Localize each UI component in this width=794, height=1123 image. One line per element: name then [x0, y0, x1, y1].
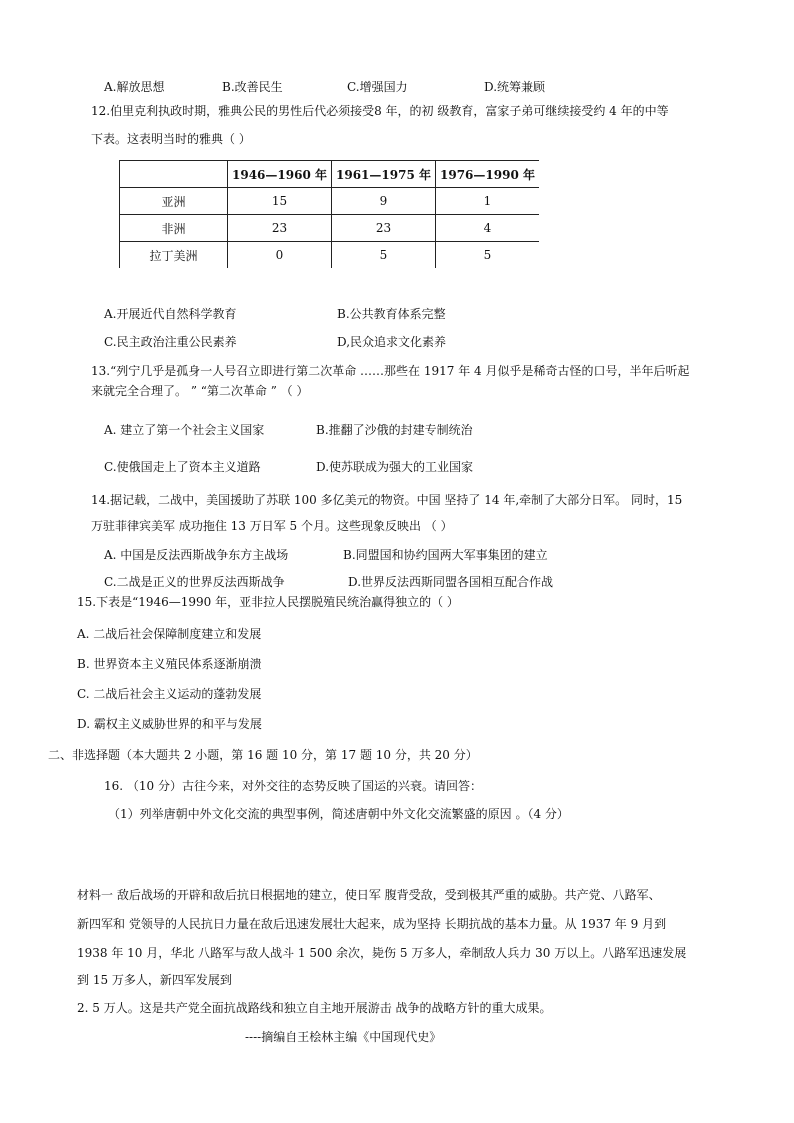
q14-stem-line1: 14.据记载，二战中，美国援助了苏联 100 多亿美元的物资。中国 坚持了 14 年,牵制了大部分日军。 同时，15: [91, 493, 683, 507]
q14-option-d: D.世界反法西斯同盟各国相互配合作战: [348, 575, 554, 589]
q11-option-b: B.改善民生: [222, 80, 283, 94]
q13-option-a: A. 建立了第一个社会主义国家: [104, 423, 265, 437]
material-line: 到 15 万多人，新四军发展到: [77, 973, 232, 987]
q12-option-a: A.开展近代自然科学教育: [104, 307, 237, 321]
q15-option-b: B. 世界资本主义殖民体系逐渐崩溃: [77, 657, 262, 671]
table-header-cell: 1976—1990 年: [436, 161, 540, 188]
q16-subquestion-1: （1）列举唐朝中外文化交流的典型事例，简述唐朝中外文化交流繁盛的原因 。（4 分）: [108, 807, 569, 821]
table-row: [120, 188, 540, 215]
table-cell: 4: [436, 215, 540, 242]
table-header-cell: 1946—1960 年: [228, 161, 332, 188]
q14-stem-line2: 万驻菲律宾美军 成功拖住 13 万日军 5 个月。这些现象反映出 （ ）: [91, 519, 453, 533]
q15-option-a: A. 二战后社会保障制度建立和发展: [77, 627, 262, 641]
table-row: [120, 215, 540, 242]
table-cell: 0: [228, 242, 332, 269]
q12-option-c: C.民主政治注重公民素养: [104, 335, 237, 349]
table-cell: 23: [228, 215, 332, 242]
independence-table: [119, 160, 539, 268]
q13-option-c: C.使俄国走上了资本主义道路: [104, 460, 261, 474]
q12-option-d: D,民众追求文化素养: [337, 335, 447, 349]
q15-option-c: C. 二战后社会主义运动的蓬勃发展: [77, 687, 262, 701]
table-cell: 1: [436, 188, 540, 215]
q11-option-a: A.解放思想: [104, 80, 165, 94]
table-cell: 拉丁美洲: [120, 242, 228, 269]
table-cell: 亚洲: [120, 188, 228, 215]
section-heading: 二、非选择题（本大题共 2 小题，第 16 题 10 分，第 17 题 10 分，共 20 分）: [48, 748, 478, 762]
material-line: 新四军和 党领导的人民抗日力量在敌后迅速发展壮大起来，成为坚持 长期抗战的基本力量。从 1937 年 9 月到: [77, 917, 667, 931]
table-cell: 非洲: [120, 215, 228, 242]
q11-option-d: D.统筹兼顾: [484, 80, 546, 94]
table-header-row: [120, 161, 540, 188]
q13-stem-line2: 来就完全合理了。 ” “第二次革命 ” （ ）: [91, 384, 309, 398]
material-line: 1938 年 10 月，华北 八路军与敌人战斗 1 500 余次，毙伤 5 万多人，牵制敌人兵力 30 万以上。八路军迅速发展: [77, 946, 687, 960]
table-cell: 9: [332, 188, 436, 215]
table-cell: 5: [436, 242, 540, 269]
q15-stem: 15.下表是“1946—1990 年，亚非拉人民摆脱殖民统治赢得独立的（ ）: [77, 595, 459, 609]
material-line: 材料一 敌后战场的开辟和敌后抗日根据地的建立，使日军 腹背受敌，受到极其严重的威胁。共产党、八路军、: [77, 888, 661, 902]
q14-option-c: C.二战是正义的世界反法西斯战争: [104, 575, 285, 589]
table-header-cell: [120, 161, 228, 188]
q12-stem-line1: 12.伯里克利执政时期，雅典公民的男性后代必须接受8 年，的初 级教育，富家子弟可继续接受约 4 年的中等: [91, 104, 669, 118]
q14-option-b: B.同盟国和协约国两大军事集团的建立: [343, 548, 548, 562]
q13-stem-line1: 13.“列宁几乎是孤身一人号召立即进行第二次革命 ……那些在 1917 年 4 月似乎是稀奇古怪的口号，半年后听起: [91, 364, 690, 378]
material-source: ----摘编自王桧林主编《中国现代史》: [245, 1030, 442, 1044]
q16-stem: 16. （10 分）古往今来，对外交往的态势反映了国运的兴衰。请回答：: [104, 779, 482, 793]
table-row: [120, 242, 540, 269]
q11-option-c: C.增强国力: [347, 80, 408, 94]
q13-option-d: D.使苏联成为强大的工业国家: [316, 460, 474, 474]
table-cell: 5: [332, 242, 436, 269]
q13-option-b: B.推翻了沙俄的封建专制统治: [316, 423, 473, 437]
table-header-cell: 1961—1975 年: [332, 161, 436, 188]
q15-option-d: D. 霸权主义威胁世界的和平与发展: [77, 717, 262, 731]
q12-option-b: B.公共教育体系完整: [337, 307, 446, 321]
table-cell: 15: [228, 188, 332, 215]
table-cell: 23: [332, 215, 436, 242]
material-line: 2. 5 万人。这是共产党全面抗战路线和独立自主地开展游击 战争的战略方针的重大成果。: [77, 1001, 552, 1015]
q14-option-a: A. 中国是反法西斯战争东方主战场: [104, 548, 289, 562]
q12-stem-line2: 下表。这表明当时的雅典（ ）: [91, 132, 251, 146]
